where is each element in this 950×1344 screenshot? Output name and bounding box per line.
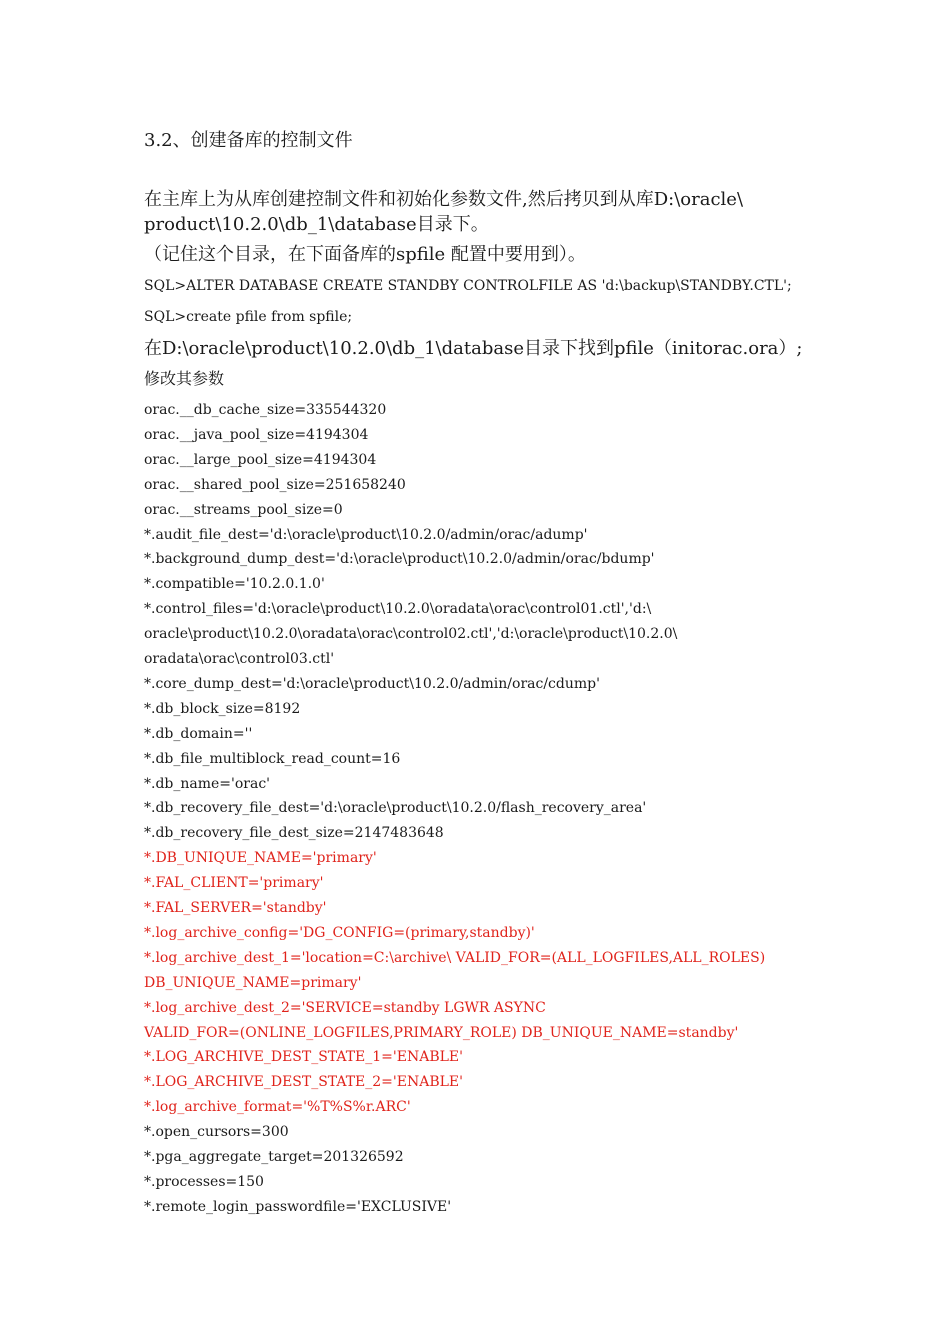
parameter-line: orac.__java_pool_size=4194304 — [144, 426, 369, 443]
parameter-line: oradata\orac\control03.ctl' — [144, 651, 335, 667]
intro-line-3: （记住这个目录，在下面备库的spfile 配置中要用到）。 — [144, 244, 586, 265]
parameter-line: *.control_files='d:\oracle\product\10.2.0\oradata\orac\control01.ctl','d:\ — [144, 601, 652, 618]
parameter-line: orac.__db_cache_size=335544320 — [144, 402, 387, 418]
parameter-line: *.compatible='10.2.0.1.0' — [144, 576, 325, 593]
parameter-line: *.FAL_CLIENT='primary' — [144, 875, 324, 892]
parameter-line: *.DB_UNIQUE_NAME='primary' — [144, 850, 377, 867]
parameter-line: *.audit_file_dest='d:\oracle\product\10.2.0/admin/orac/adump' — [144, 526, 588, 543]
parameter-line: *.FAL_SERVER='standby' — [144, 900, 327, 916]
parameter-line: *.db_recovery_file_dest_size=2147483648 — [144, 825, 444, 842]
parameter-line: *.LOG_ARCHIVE_DEST_STATE_1='ENABLE' — [144, 1049, 463, 1066]
parameter-line: *.db_recovery_file_dest='d:\oracle\product\10.2.0/flash_recovery_area' — [144, 800, 647, 817]
parameter-line: *.log_archive_dest_1='location=C:\archive\ VALID_FOR=(ALL_LOGFILES,ALL_ROLES) — [144, 949, 766, 966]
parameter-line: orac.__streams_pool_size=0 — [144, 501, 343, 518]
parameter-line: *.log_archive_format='%T%S%r.ARC' — [144, 1099, 411, 1116]
parameter-line: *.background_dump_dest='d:\oracle\product\10.2.0/admin/orac/bdump' — [144, 551, 655, 568]
section-heading: 3.2、创建备库的控制文件 — [144, 130, 353, 151]
intro-line-2: product\10.2.0\db_1\database目录下。 — [144, 214, 489, 235]
parameter-line: *.log_archive_dest_2='SERVICE=standby LGWR ASYNC — [144, 999, 546, 1016]
parameter-line: *.log_archive_config='DG_CONFIG=(primary,standby)' — [144, 924, 535, 941]
parameter-line: orac.__shared_pool_size=251658240 — [144, 476, 406, 493]
parameter-line: orac.__large_pool_size=4194304 — [144, 451, 377, 468]
parameter-line: *.db_domain='' — [144, 725, 253, 742]
find-line-2: 修改其参数 — [144, 369, 225, 388]
parameter-line: *.db_file_multiblock_read_count=16 — [144, 750, 401, 767]
parameter-line: *.db_block_size=8192 — [144, 700, 301, 717]
parameter-line: DB_UNIQUE_NAME=primary' — [144, 974, 362, 991]
parameter-line: *.core_dump_dest='d:\oracle\product\10.2.0/admin/orac/cdump' — [144, 675, 600, 692]
parameter-line: *.pga_aggregate_target=201326592 — [144, 1149, 404, 1165]
sql-line-2: SQL>create pfile from spfile; — [144, 309, 353, 325]
parameter-line: *.remote_login_passwordfile='EXCLUSIVE' — [144, 1198, 452, 1215]
find-line-1: 在D:\oracle\product\10.2.0\db_1\database目录下找到pfile（initorac.ora）; — [144, 338, 803, 359]
intro-line-1: 在主库上为从库创建控制文件和初始化参数文件,然后拷贝到从库D:\oracle\ — [144, 189, 744, 210]
parameter-line: *.LOG_ARCHIVE_DEST_STATE_2='ENABLE' — [144, 1074, 463, 1091]
parameter-line: *.open_cursors=300 — [144, 1124, 289, 1141]
parameter-line: *.processes=150 — [144, 1173, 264, 1190]
parameter-line: VALID_FOR=(ONLINE_LOGFILES,PRIMARY_ROLE) DB_UNIQUE_NAME=standby' — [144, 1024, 739, 1041]
parameter-line: oracle\product\10.2.0\oradata\orac\control02.ctl','d:\oracle\product\10.2.0\ — [144, 626, 678, 643]
sql-line-1: SQL>ALTER DATABASE CREATE STANDBY CONTROLFILE AS 'd:\backup\STANDBY.CTL'; — [144, 278, 792, 294]
parameter-line: *.db_name='orac' — [144, 775, 271, 792]
